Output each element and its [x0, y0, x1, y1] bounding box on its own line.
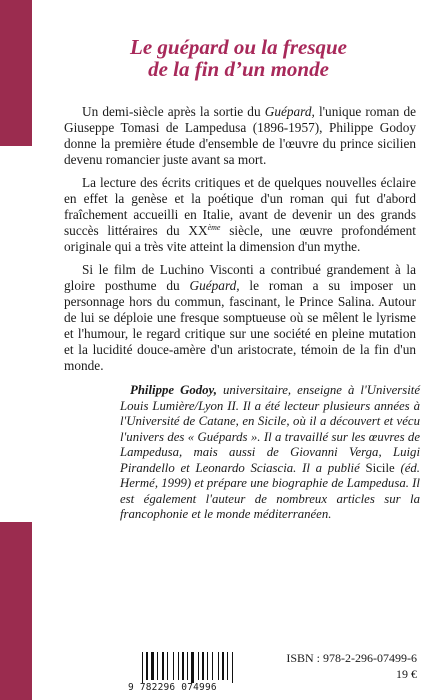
author-bio: Philippe Godoy, universitaire, enseigne à l'Université Louis Lumière/Lyon II. Il a été lecteur plusieurs années à l'Université de Catane, en Sicile, où il a découvert et vécu l'univers des « Guépards ». Il a travaillé sur les œuvres de Lampedusa, mais aussi de Giovanni Verga, Luigi Pirandello et Leonardo Sciascia. Il a publié Sicile (éd. Hermé, 1999) et prépare une biographie de Lampedusa. Il est également l'auteur de nombreux articles sur la francophonie et le monde méditerranéen.	[120, 383, 421, 521]
synopsis-paragraph-1: Un demi-siècle après la sortie du Guépard, l'unique roman de Giuseppe Tomasi de Lampedusa (1896-1957), Philippe Godoy donne la première étude d'ensemble de l'œuvre du prince sicilien devenu romancier juste avant sa mort.	[64, 104, 416, 167]
barcode	[128, 652, 240, 692]
isbn: ISBN : 978-2-296-07499-6	[286, 651, 417, 665]
synopsis-paragraph-2: La lecture des écrits critiques et de quelques nouvelles éclaire en effet la genèse et la poétique d'un roman qui fut d'abord fraîchement accueilli en Italie, avant de devenir un des grands succès littéraires du XXème siècle, une œuvre profondément originale qui a très vite atteint la dimension d'un mythe.	[64, 175, 416, 254]
synopsis-paragraph-3: Si le film de Luchino Visconti a contribué grandement à la gloire posthume du Guépard, le roman a su imposer un personnage hors du commun, fascinant, le Prince Salina. Autour de lui se déploie une fresque somptueuse où se mêlent le lyrisme et l'humour, le regard critique sur une société en pleine mutation et la lucidité douce-amère d'un aristocrate, témoin de la fin d'un monde.	[64, 262, 416, 373]
price: 19 €	[396, 667, 417, 681]
title-line-2: de la fin d’un monde	[148, 57, 329, 81]
book-title	[40, 36, 437, 80]
barcode-number: 9 782296 074996	[128, 682, 217, 693]
accent-bar-top	[0, 0, 32, 146]
barcode-bars	[142, 652, 238, 683]
title-line-1: Le guépard ou la fresque	[130, 35, 347, 59]
author-name: Philippe Godoy,	[130, 383, 217, 397]
accent-bar-bottom	[0, 522, 32, 700]
synopsis	[64, 104, 416, 381]
